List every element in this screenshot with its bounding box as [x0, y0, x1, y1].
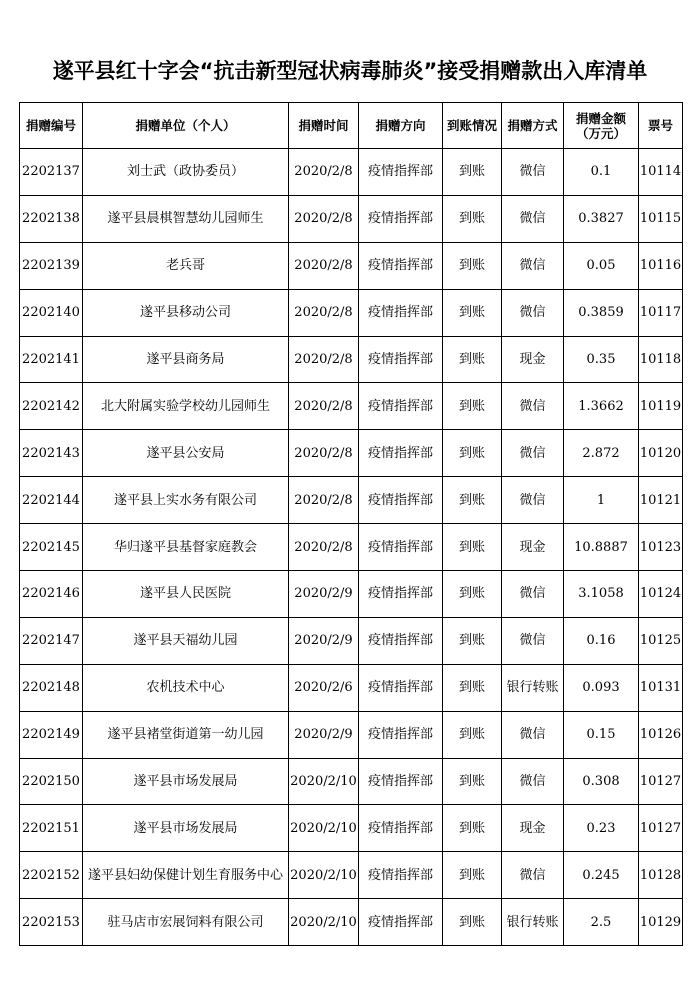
cell-direction: 疫情指挥部: [359, 524, 443, 571]
col-header-date: 捐赠时间: [289, 103, 359, 149]
cell-donor: 遂平县商务局: [83, 336, 289, 383]
cell-method: 微信: [502, 477, 564, 524]
cell-status: 到账: [443, 571, 502, 618]
cell-id: 2202153: [20, 899, 83, 946]
table-row: [20, 149, 683, 196]
cell-donor: 北大附属实验学校幼儿园师生: [83, 383, 289, 430]
cell-ticket: 10126: [639, 711, 683, 758]
table-row: [20, 805, 683, 852]
page-title: 遂平县红十字会“抗击新型冠状病毒肺炎”接受捐赠款出入库清单: [52, 59, 648, 83]
cell-date: 2020/2/8: [289, 195, 359, 242]
cell-ticket: 10123: [639, 524, 683, 571]
cell-status: 到账: [443, 383, 502, 430]
cell-direction: 疫情指挥部: [359, 149, 443, 196]
cell-direction: 疫情指挥部: [359, 758, 443, 805]
cell-id: 2202146: [20, 571, 83, 618]
cell-ticket: 10125: [639, 617, 683, 664]
cell-direction: 疫情指挥部: [359, 899, 443, 946]
cell-method: 微信: [502, 617, 564, 664]
table-row: [20, 289, 683, 336]
cell-date: 2020/2/8: [289, 149, 359, 196]
cell-amount: 0.3827: [564, 195, 639, 242]
cell-status: 到账: [443, 336, 502, 383]
table-row: [20, 524, 683, 571]
cell-date: 2020/2/10: [289, 758, 359, 805]
cell-ticket: 10127: [639, 805, 683, 852]
cell-method: 微信: [502, 195, 564, 242]
col-header-id: 捐赠编号: [20, 103, 83, 149]
cell-method: 微信: [502, 149, 564, 196]
cell-amount: 0.35: [564, 336, 639, 383]
cell-donor: 刘士武（政协委员）: [83, 149, 289, 196]
cell-amount: 2.5: [564, 899, 639, 946]
cell-date: 2020/2/10: [289, 899, 359, 946]
cell-direction: 疫情指挥部: [359, 336, 443, 383]
header-row: [20, 103, 683, 149]
cell-method: 微信: [502, 430, 564, 477]
cell-date: 2020/2/10: [289, 852, 359, 899]
cell-status: 到账: [443, 524, 502, 571]
cell-amount: 0.16: [564, 617, 639, 664]
cell-method: 微信: [502, 242, 564, 289]
cell-direction: 疫情指挥部: [359, 430, 443, 477]
cell-date: 2020/2/8: [289, 336, 359, 383]
cell-direction: 疫情指挥部: [359, 289, 443, 336]
cell-amount: 10.8887: [564, 524, 639, 571]
cell-method: 现金: [502, 524, 564, 571]
cell-ticket: 10120: [639, 430, 683, 477]
cell-direction: 疫情指挥部: [359, 805, 443, 852]
cell-amount: 0.05: [564, 242, 639, 289]
table-row: [20, 336, 683, 383]
table-row: [20, 242, 683, 289]
cell-date: 2020/2/9: [289, 617, 359, 664]
cell-id: 2202148: [20, 664, 83, 711]
cell-ticket: 10129: [639, 899, 683, 946]
col-header-method: 捐赠方式: [502, 103, 564, 149]
cell-method: 银行转账: [502, 899, 564, 946]
cell-amount: 0.23: [564, 805, 639, 852]
cell-donor: 遂平县天福幼儿园: [83, 617, 289, 664]
cell-ticket: 10119: [639, 383, 683, 430]
col-header-amount-line2: （万元）: [575, 125, 626, 141]
cell-amount: 3.1058: [564, 571, 639, 618]
cell-method: 现金: [502, 336, 564, 383]
cell-direction: 疫情指挥部: [359, 195, 443, 242]
cell-donor: 遂平县晨棋智慧幼儿园师生: [83, 195, 289, 242]
cell-status: 到账: [443, 477, 502, 524]
cell-method: 微信: [502, 758, 564, 805]
cell-id: 2202137: [20, 149, 83, 196]
cell-direction: 疫情指挥部: [359, 242, 443, 289]
cell-date: 2020/2/10: [289, 805, 359, 852]
cell-id: 2202147: [20, 617, 83, 664]
cell-amount: 1: [564, 477, 639, 524]
cell-ticket: 10116: [639, 242, 683, 289]
cell-amount: 1.3662: [564, 383, 639, 430]
cell-id: 2202149: [20, 711, 83, 758]
table-row: [20, 383, 683, 430]
cell-date: 2020/2/6: [289, 664, 359, 711]
cell-ticket: 10127: [639, 758, 683, 805]
table-row: [20, 899, 683, 946]
table-row: [20, 852, 683, 899]
cell-amount: 0.3859: [564, 289, 639, 336]
cell-direction: 疫情指挥部: [359, 383, 443, 430]
donation-table: [19, 102, 683, 946]
cell-donor: 遂平县妇幼保健计划生育服务中心: [83, 852, 289, 899]
cell-id: 2202150: [20, 758, 83, 805]
col-header-amount-line1: 捐赠金额: [575, 110, 626, 126]
col-header-donor: 捐赠单位（个人）: [83, 103, 289, 149]
cell-ticket: 10128: [639, 852, 683, 899]
col-header-ticket: 票号: [639, 103, 683, 149]
cell-id: 2202140: [20, 289, 83, 336]
col-header-status: 到账情况: [443, 103, 502, 149]
cell-status: 到账: [443, 617, 502, 664]
col-header-amount: [564, 103, 639, 149]
cell-ticket: 10121: [639, 477, 683, 524]
col-header-direction: 捐赠方向: [359, 103, 443, 149]
cell-direction: 疫情指挥部: [359, 617, 443, 664]
cell-date: 2020/2/8: [289, 477, 359, 524]
table-row: [20, 430, 683, 477]
table-row: [20, 758, 683, 805]
cell-donor: 老兵哥: [83, 242, 289, 289]
cell-ticket: 10117: [639, 289, 683, 336]
cell-donor: 华归遂平县基督家庭教会: [83, 524, 289, 571]
cell-direction: 疫情指挥部: [359, 664, 443, 711]
cell-direction: 疫情指挥部: [359, 571, 443, 618]
cell-status: 到账: [443, 242, 502, 289]
cell-id: 2202145: [20, 524, 83, 571]
cell-id: 2202142: [20, 383, 83, 430]
cell-id: 2202139: [20, 242, 83, 289]
cell-donor: 遂平县市场发展局: [83, 758, 289, 805]
cell-method: 银行转账: [502, 664, 564, 711]
cell-status: 到账: [443, 711, 502, 758]
cell-amount: 0.308: [564, 758, 639, 805]
cell-direction: 疫情指挥部: [359, 477, 443, 524]
cell-date: 2020/2/9: [289, 711, 359, 758]
cell-date: 2020/2/9: [289, 571, 359, 618]
cell-status: 到账: [443, 289, 502, 336]
table-row: [20, 571, 683, 618]
cell-donor: 遂平县移动公司: [83, 289, 289, 336]
cell-status: 到账: [443, 758, 502, 805]
cell-date: 2020/2/8: [289, 430, 359, 477]
cell-id: 2202151: [20, 805, 83, 852]
cell-method: 微信: [502, 852, 564, 899]
cell-ticket: 10114: [639, 149, 683, 196]
cell-donor: 遂平县人民医院: [83, 571, 289, 618]
table-row: [20, 477, 683, 524]
cell-amount: 0.093: [564, 664, 639, 711]
cell-donor: 遂平县褚堂街道第一幼儿园: [83, 711, 289, 758]
cell-ticket: 10124: [639, 571, 683, 618]
cell-method: 微信: [502, 711, 564, 758]
cell-status: 到账: [443, 149, 502, 196]
cell-direction: 疫情指挥部: [359, 711, 443, 758]
cell-id: 2202144: [20, 477, 83, 524]
cell-amount: 0.15: [564, 711, 639, 758]
cell-date: 2020/2/8: [289, 242, 359, 289]
cell-id: 2202141: [20, 336, 83, 383]
cell-date: 2020/2/8: [289, 383, 359, 430]
cell-status: 到账: [443, 664, 502, 711]
table-row: [20, 711, 683, 758]
cell-date: 2020/2/8: [289, 524, 359, 571]
cell-donor: 农机技术中心: [83, 664, 289, 711]
cell-donor: 驻马店市宏展饲料有限公司: [83, 899, 289, 946]
cell-status: 到账: [443, 805, 502, 852]
cell-donor: 遂平县上实水务有限公司: [83, 477, 289, 524]
cell-method: 微信: [502, 383, 564, 430]
table-row: [20, 195, 683, 242]
cell-date: 2020/2/8: [289, 289, 359, 336]
cell-status: 到账: [443, 195, 502, 242]
table-row: [20, 617, 683, 664]
cell-method: 现金: [502, 805, 564, 852]
cell-amount: 2.872: [564, 430, 639, 477]
cell-method: 微信: [502, 289, 564, 336]
cell-id: 2202138: [20, 195, 83, 242]
cell-donor: 遂平县市场发展局: [83, 805, 289, 852]
cell-direction: 疫情指挥部: [359, 852, 443, 899]
cell-status: 到账: [443, 899, 502, 946]
cell-method: 微信: [502, 571, 564, 618]
cell-donor: 遂平县公安局: [83, 430, 289, 477]
cell-id: 2202152: [20, 852, 83, 899]
cell-ticket: 10131: [639, 664, 683, 711]
cell-status: 到账: [443, 852, 502, 899]
cell-ticket: 10115: [639, 195, 683, 242]
cell-amount: 0.245: [564, 852, 639, 899]
cell-amount: 0.1: [564, 149, 639, 196]
table-row: [20, 664, 683, 711]
cell-ticket: 10118: [639, 336, 683, 383]
cell-status: 到账: [443, 430, 502, 477]
cell-id: 2202143: [20, 430, 83, 477]
